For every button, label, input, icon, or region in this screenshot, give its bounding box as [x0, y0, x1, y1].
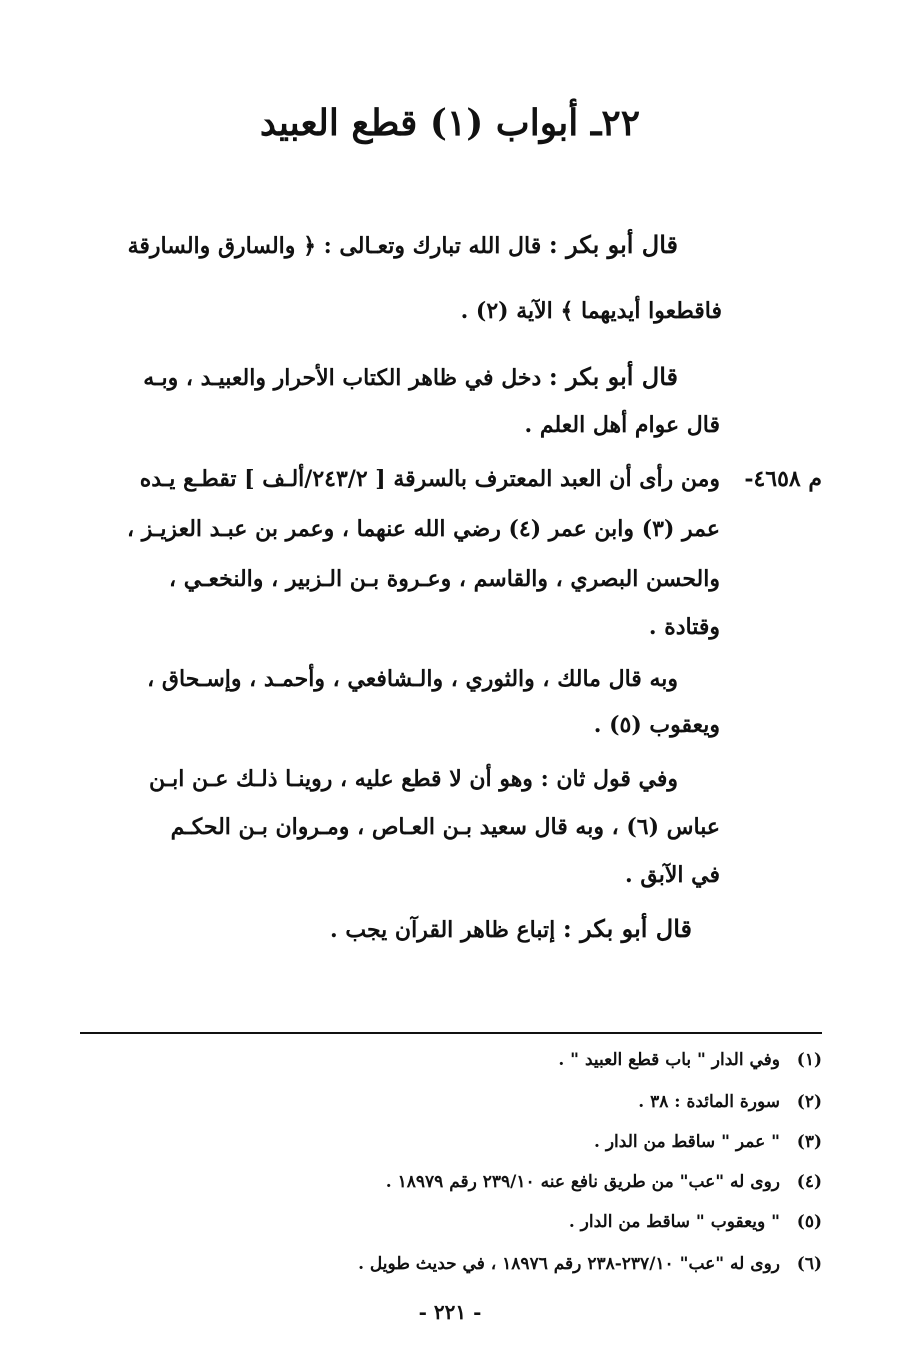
footnote-number: (٤)	[796, 1172, 822, 1192]
footnote	[638, 1088, 822, 1116]
text-line	[108, 228, 678, 263]
footnote-number: (١)	[796, 1050, 822, 1070]
text-line	[108, 512, 720, 546]
line-text: دخل في ظاهر الكتاب الأحرار والعبيـد ، وبـه	[143, 365, 549, 391]
line-lead: قال أبو بكر :	[548, 362, 678, 391]
line-lead: قال أبو بكر :	[562, 914, 692, 943]
footnote	[386, 1168, 822, 1196]
line-text: عمر (٣) وابن عمر (٤) رضي الله عنهما ، وعمر بن عبـد العزيـز ،	[126, 516, 720, 542]
text-line	[108, 762, 678, 796]
line-text: في الآبق .	[625, 862, 720, 888]
footnote-text: روى له "عب" ٢٣٧/١٠-٢٣٨ رقم ١٨٩٧٦ ، في حديث طويل .	[358, 1254, 780, 1274]
line-text: عباس (٦) ، وبه قال سعيد بـن العـاص ، ومـروان بـن الحكـم	[170, 814, 720, 840]
line-text: ومن رأى أن العبد المعترف بالسرقة [ ٢٤٣/٢/ألـف ] تقطـع يـده	[139, 466, 720, 492]
line-lead: قال أبو بكر :	[548, 230, 678, 259]
footnote	[594, 1128, 822, 1156]
page-number: - ٢٢١ -	[418, 1300, 482, 1324]
text-line	[108, 912, 692, 947]
footnote-text: وفي الدار " باب قطع العبيد " .	[558, 1050, 780, 1070]
line-text: فاقطعوا أيديهما ﴾ الآية (٢) .	[460, 298, 722, 324]
line-text: ويعقوب (٥) .	[593, 712, 720, 738]
text-line	[108, 562, 720, 596]
text-line	[108, 708, 720, 742]
text-line	[108, 858, 720, 892]
text-line	[108, 810, 720, 844]
footnote-text: " ويعقوب " ساقط من الدار .	[568, 1212, 780, 1232]
text-line	[108, 408, 720, 442]
line-text: قال الله تبارك وتعـالى : ﴿ والسارق والسارقة	[127, 233, 549, 259]
text-line	[108, 610, 720, 644]
footnote-text: سورة المائدة : ٣٨ .	[638, 1092, 780, 1112]
issue-number: م ٤٦٥٨-	[744, 466, 822, 492]
text-line	[108, 360, 678, 395]
line-text: وفي قول ثان : وهو أن لا قطع عليه ، روينـا ذلـك عـن ابـن	[148, 766, 678, 792]
footnote-separator	[80, 1032, 822, 1034]
line-text: إتباع ظاهر القرآن يجب .	[330, 917, 563, 943]
line-text: وبه قال مالك ، والثوري ، والـشافعي ، وأحمـد ، وإسـحاق ،	[147, 666, 678, 692]
text-line	[108, 294, 722, 328]
footnote	[569, 1208, 822, 1236]
footnote	[558, 1046, 822, 1074]
text-line	[108, 462, 720, 496]
line-text: والحسن البصري ، والقاسم ، وعـروة بـن الـزبير ، والنخعـي ،	[168, 566, 720, 592]
line-text: وقتادة .	[648, 614, 720, 640]
footnote	[358, 1250, 822, 1278]
footnote-text: " عمر " ساقط من الدار .	[594, 1132, 780, 1152]
footnote-text: روى له "عب" من طريق نافع عنه ٢٣٩/١٠ رقم ١٨٩٧٩ .	[385, 1172, 780, 1192]
text-line	[108, 662, 678, 696]
footnote-number: (٦)	[796, 1254, 822, 1274]
footnote-number: (٥)	[796, 1212, 822, 1232]
footnote-number: (٣)	[796, 1132, 822, 1152]
footnote-number: (٢)	[796, 1092, 822, 1112]
chapter-title: ٢٢ـ أبواب (١) قطع العبيد	[259, 102, 641, 144]
line-text: قال عوام أهل العلم .	[524, 412, 720, 438]
